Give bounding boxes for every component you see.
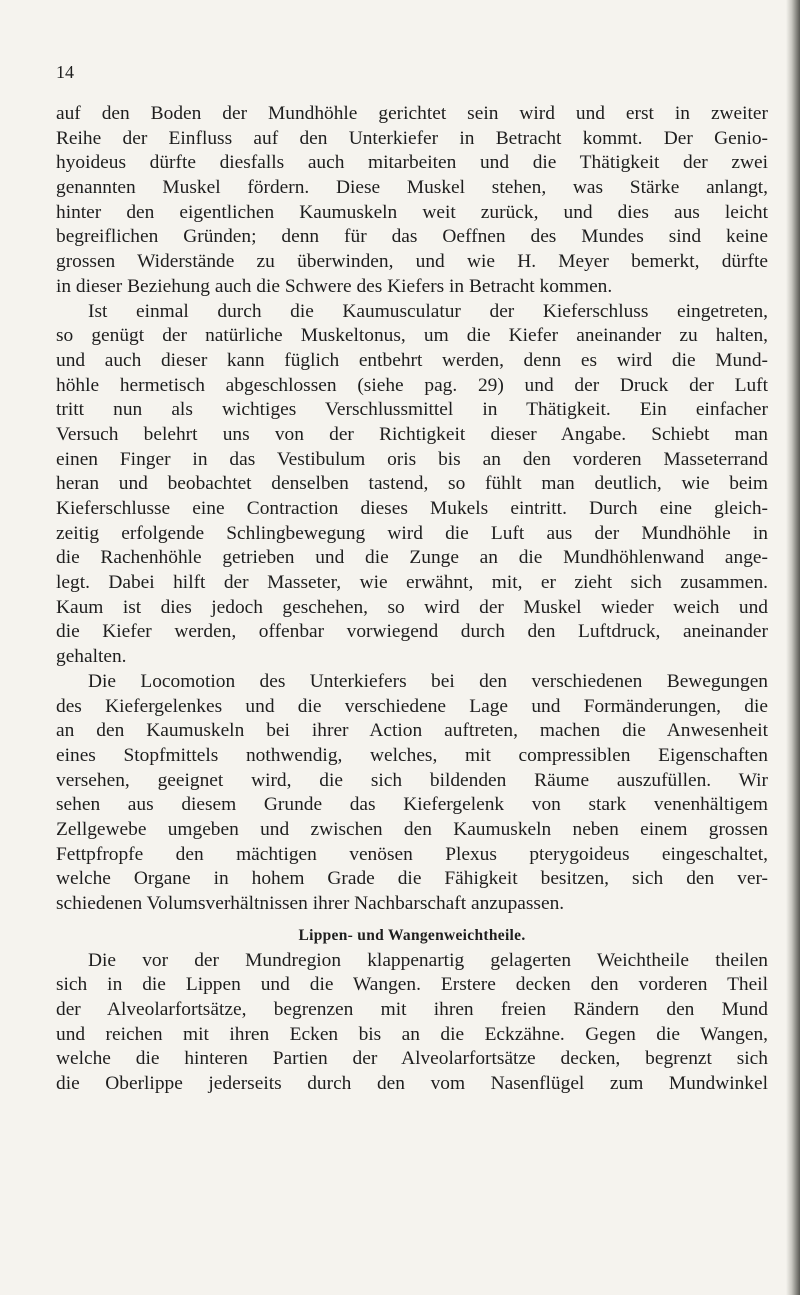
text-line: Fettpfropfe den mächtigen venösen Plexus pterygoideus eingeschaltet,: [56, 843, 768, 865]
text-line: höhle hermetisch abgeschlossen (siehe pag. 29) und der Druck der Luft: [56, 374, 768, 396]
text-line: welche Organe in hohem Grade die Fähigkeit besitzen, sich den ver-: [56, 868, 768, 890]
text-line: sich in die Lippen und die Wangen. Erstere decken den vorderen Theil: [56, 974, 768, 996]
paragraph: [56, 300, 768, 670]
text-line: hinter den eigentlichen Kaumuskeln weit zurück, und dies aus leicht: [56, 201, 768, 223]
text-line: in dieser Beziehung auch die Schwere des Kiefers in Betracht kommen.: [56, 275, 613, 297]
page-number: 14: [56, 62, 74, 82]
text-line: Die vor der Mundregion klappenartig gelagerten Weichtheile theilen: [88, 949, 768, 971]
page-body-text: [56, 102, 768, 1097]
text-line: und auch dieser kann füglich entbehrt werden, denn es wird die Mund-: [56, 349, 768, 371]
paragraph: [56, 670, 768, 917]
text-line: Kaum ist dies jedoch geschehen, so wird der Muskel wieder weich und: [56, 596, 768, 618]
paragraph: [56, 102, 768, 300]
text-line: tritt nun als wichtiges Verschlussmittel in Thätigkeit. Ein einfacher: [56, 399, 768, 421]
text-line: so genügt der natürliche Muskeltonus, um die Kiefer aneinander zu halten,: [56, 325, 768, 347]
text-line: legt. Dabei hilft der Masseter, wie erwähnt, mit, er zieht sich zusammen.: [56, 572, 768, 594]
text-line: Versuch belehrt uns von der Richtigkeit dieser Angabe. Schiebt man: [56, 423, 768, 445]
text-line: sehen aus diesem Grunde das Kiefergelenk von stark venenhältigem: [56, 794, 768, 816]
text-line: die Oberlippe jederseits durch den vom Nasenflügel zum Mundwinkel: [56, 1073, 768, 1095]
text-line: grossen Widerstände zu überwinden, und wie H. Meyer bemerkt, dürfte: [56, 251, 768, 273]
text-line: die Rachenhöhle getrieben und die Zunge an die Mundhöhlenwand ange-: [56, 547, 768, 569]
text-line: welche die hinteren Partien der Alveolarfortsätze decken, begrenzt sich: [56, 1048, 768, 1070]
text-line: eines Stopfmittels nothwendig, welches, mit compressiblen Eigenschaften: [56, 744, 768, 766]
text-line: hyoideus dürfte diesfalls auch mitarbeiten und die Thätigkeit der zwei: [56, 152, 768, 174]
text-line: Zellgewebe umgeben und zwischen den Kaumuskeln neben einem grossen: [56, 818, 768, 840]
text-line: zeitig erfolgende Schlingbewegung wird die Luft aus der Mundhöhle in: [56, 522, 768, 544]
text-line: einen Finger in das Vestibulum oris bis an den vorderen Masseterrand: [56, 448, 768, 470]
text-line: die Kiefer werden, offenbar vorwiegend durch den Luftdruck, aneinander: [56, 621, 768, 643]
text-line: Reihe der Einfluss auf den Unterkiefer in Betracht kommt. Der Genio-: [56, 127, 768, 149]
text-line: an den Kaumuskeln bei ihrer Action auftreten, machen die Anwesenheit: [56, 720, 768, 742]
text-line: genannten Muskel fördern. Diese Muskel stehen, was Stärke anlangt,: [56, 177, 768, 199]
text-line: und reichen mit ihren Ecken bis an die Eckzähne. Gegen die Wangen,: [56, 1023, 768, 1045]
text-line: versehen, geeignet wird, die sich bildenden Räume auszufüllen. Wir: [56, 769, 768, 791]
text-line: Die Locomotion des Unterkiefers bei den verschiedenen Bewegungen: [88, 670, 768, 692]
text-line: auf den Boden der Mundhöhle gerichtet sein wird und erst in zweiter: [56, 103, 768, 124]
text-line: heran und beobachtet denselben tastend, so fühlt man deutlich, wie beim: [56, 473, 768, 495]
text-line: Ist einmal durch die Kaumusculatur der Kieferschluss eingetreten,: [88, 300, 768, 322]
page-edge-shadow: [786, 0, 800, 1295]
text-line: Kieferschlusse eine Contraction dieses Mukels eintritt. Durch eine gleich-: [56, 498, 768, 519]
text-line: schiedenen Volumsverhältnissen ihrer Nachbarschaft anzupassen.: [56, 893, 565, 914]
text-line: gehalten.: [56, 646, 127, 668]
text-line: begreiflichen Gründen; denn für das Oeffnen des Mundes sind keine: [56, 226, 768, 248]
text-line: des Kiefergelenkes und die verschiedene Lage und Formänderungen, die: [56, 695, 768, 717]
section-heading: Lippen- und Wangenweichtheile.: [298, 926, 526, 944]
paragraph: [56, 949, 768, 1097]
text-line: der Alveolarfortsätze, begrenzen mit ihren freien Rändern den Mund: [56, 999, 768, 1021]
